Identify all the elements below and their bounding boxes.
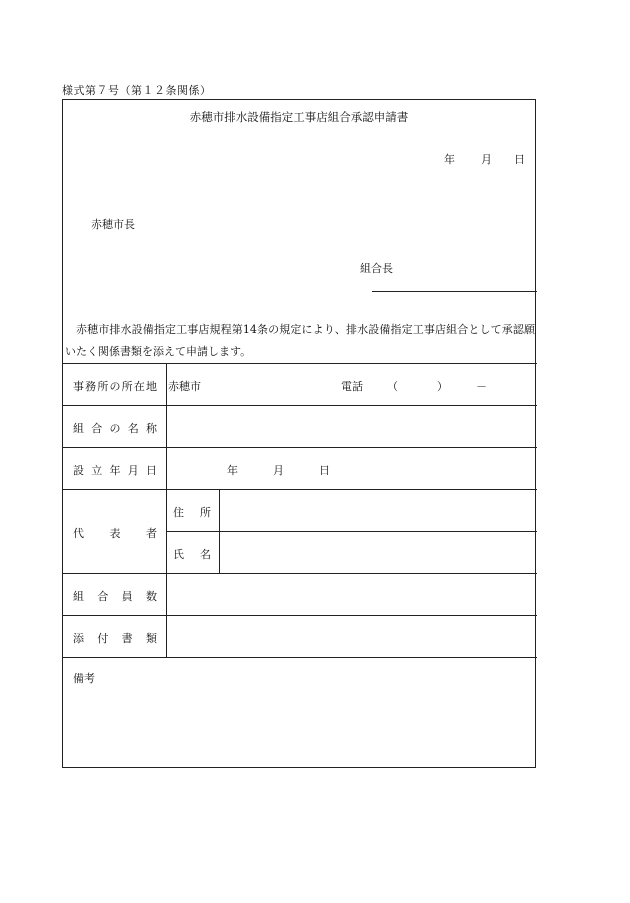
representative-name-label: 氏名 — [173, 548, 211, 561]
founded-date-label: 設立年月日 — [73, 464, 157, 477]
row-divider — [63, 489, 537, 490]
application-statement: 赤穂市排水設備指定工事店規程第14条の規定により、排水設備指定工事店組合として承認願いたく関係書類を添えて申請します。 — [65, 323, 535, 358]
office-address-label: 事務所の所在地 — [73, 380, 157, 393]
association-name-label: 組合の名称 — [73, 422, 157, 435]
row-divider — [63, 615, 537, 616]
representative-label: 代表者 — [73, 527, 157, 540]
date-month-label: 月 — [481, 153, 492, 166]
founded-month-label: 月 — [273, 464, 284, 477]
row-divider — [63, 657, 537, 658]
date-day-label: 日 — [514, 153, 525, 166]
form-title: 赤穂市排水設備指定工事店組合承認申請書 — [189, 110, 409, 124]
phone-close-paren: ） — [437, 380, 448, 393]
applicant-title: 組合長 — [360, 262, 393, 275]
addressee: 赤穂市長 — [91, 218, 135, 231]
office-address-value: 赤穂市 — [168, 380, 201, 393]
row-divider — [63, 447, 537, 448]
phone-open-paren: （ — [387, 380, 398, 393]
column-divider — [219, 489, 220, 573]
founded-year-label: 年 — [227, 464, 238, 477]
phone-dash: － — [476, 380, 487, 393]
column-divider — [166, 363, 167, 657]
application-form — [62, 99, 536, 768]
attachments-label: 添付書類 — [73, 632, 157, 645]
member-count-label: 組合員数 — [73, 590, 157, 603]
founded-day-label: 日 — [319, 464, 330, 477]
signature-line — [372, 291, 537, 292]
phone-label: 電話 — [341, 380, 363, 393]
table-top-border — [63, 363, 537, 364]
date-year-label: 年 — [444, 153, 455, 166]
row-divider — [166, 531, 537, 532]
remarks-label: 備考 — [73, 672, 95, 685]
row-divider — [63, 405, 537, 406]
representative-address-label: 住所 — [173, 506, 211, 519]
form-number: 様式第７号（第１２条関係） — [62, 84, 212, 97]
row-divider — [63, 573, 537, 574]
